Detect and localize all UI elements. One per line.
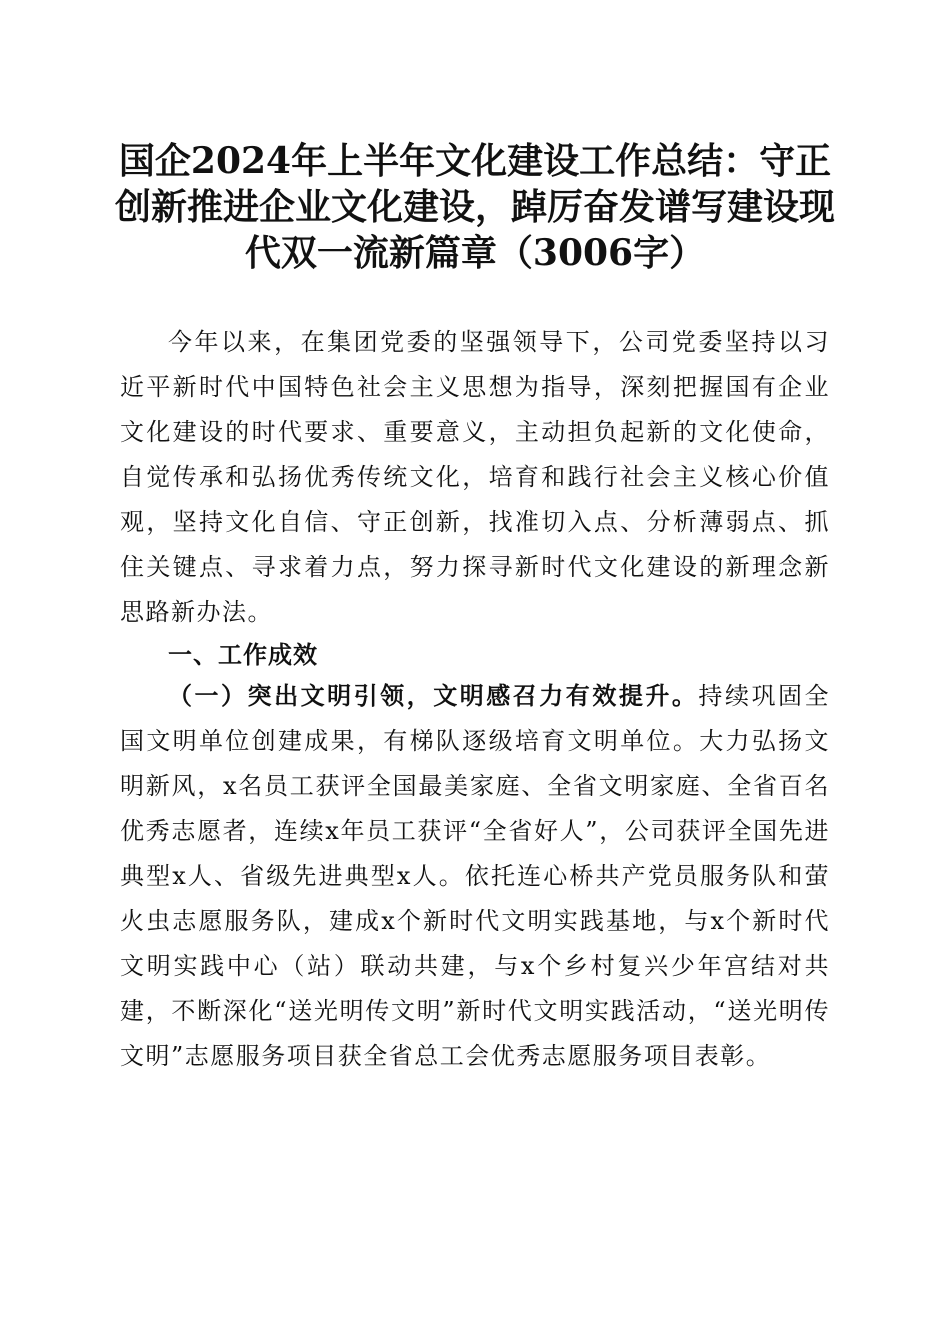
intro-paragraph: 今年以来，在集团党委的坚强领导下，公司党委坚持以习近平新时代中国特色社会主义思想为指导，深刻把握国有企业文化建设的时代要求、重要意义，主动担负起新的文化使命，自觉传承和弘扬优秀传统文化，培育和践行社会主义核心价值观，坚持文化自信、守正创新，找准切入点、分析薄弱点、抓住关键点、寻求着力点，努力探寻新时代文化建设的新理念新思路新办法。 [120,328,830,626]
title-line-2: 创新推进企业文化建设，踔厉奋发谱写建设现 [114,186,835,228]
section-heading: 一、工作成效 [168,641,318,669]
document-title [110,138,840,276]
document-body [120,320,830,1079]
title-line-1: 国企2024年上半年文化建设工作总结：守正 [118,140,832,182]
subsection-text: 持续巩固全国文明单位创建成果，有梯队逐级培育文明单位。大力弘扬文明新风，x名员工获评全国最美家庭、全省文明家庭、全省百名优秀志愿者，连续x年员工获评“全省好人”，公司获评全国先进典型x人、省级先进典型x人。依托连心桥共产党员服务队和萤火虫志愿服务队，建成x个新时代文明实践基地，与x个新时代文明实践中心（站）联动共建，与x个乡村复兴少年宫结对共建，不断深化“送光明传文明”新时代文明实践活动，“送光明传文明”志愿服务项目获全省总工会优秀志愿服务项目表彰。 [120,682,831,1070]
subsection-paragraph [120,673,830,1079]
subsection-lead: （一）突出文明引领，文明感召力有效提升。 [168,681,699,710]
title-line-3: 代双一流新篇章（3006字） [244,232,706,274]
